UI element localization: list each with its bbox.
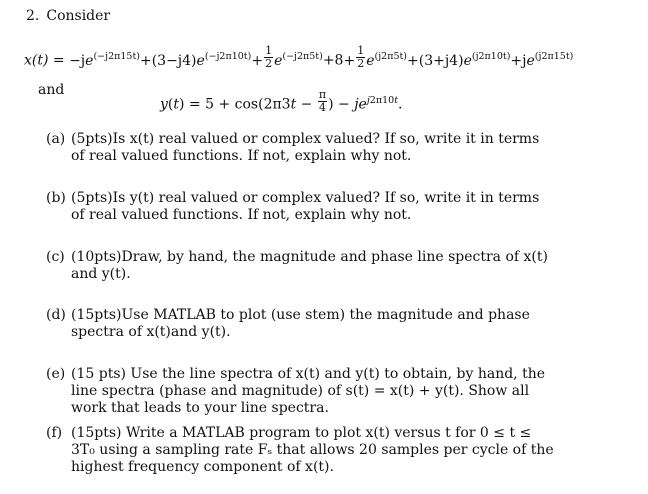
connector-and: and <box>38 82 65 98</box>
problem-number: 2. <box>26 8 40 24</box>
problem-heading <box>26 8 110 24</box>
part-line: (15pts)Use MATLAB to plot (use stem) the magnitude and phase <box>71 307 530 323</box>
term-2: $+(3-j4)e^{(-j2\pi 10t)}$ <box>139 50 252 69</box>
problem-title: Consider <box>46 8 111 24</box>
part-label: (b) <box>46 190 66 206</box>
term-3: + $\frac{1}{2}$ $e^{(-j2\pi 5t)}$ <box>251 44 323 70</box>
part-line: highest frequency component of x(t). <box>71 459 334 475</box>
part-b <box>46 190 616 224</box>
term-7: $+je^{(j2\pi 15t)}$ <box>510 50 574 69</box>
part-line: (15 pts) Use the line spectra of x(t) and y(t) to obtain, by hand, the <box>71 366 545 382</box>
term-5: + $\frac{1}{2}$ $e^{(j2\pi 5t)}$ <box>343 44 408 70</box>
part-line: of real valued functions. If not, explain why not. <box>71 148 412 164</box>
term-6: $+(3+j4)e^{(j2\pi 10t)}$ <box>407 50 511 69</box>
term-1: $-je^{(-j2\pi 15t)}$ <box>69 50 140 69</box>
part-d <box>46 307 616 341</box>
part-line: (5pts)Is x(t) real valued or complex valued? If so, write it in terms <box>71 131 540 147</box>
part-label: (d) <box>46 307 66 323</box>
part-c <box>46 249 616 283</box>
part-a <box>46 131 616 165</box>
part-line: (5pts)Is y(t) real valued or complex valued? If so, write it in terms <box>71 190 540 206</box>
part-line: work that leads to your line spectra. <box>71 400 329 416</box>
part-e <box>46 366 616 417</box>
term-4: +8 <box>322 52 344 69</box>
part-line: (10pts)Draw, by hand, the magnitude and phase line spectra of x(t) <box>71 249 548 265</box>
part-line: of real valued functions. If not, explain why not. <box>71 207 412 223</box>
equation-y: y(t) = 5 + cos(2π3t − $\frac{\pi}{4}$ ) − $je^{j2\pi 10t}$. <box>160 88 403 114</box>
part-line: spectra of x(t)and y(t). <box>71 324 231 340</box>
part-line: line spectra (phase and magnitude) of s(t) = x(t) + y(t). Show all <box>71 383 530 399</box>
part-f <box>46 425 616 476</box>
part-line: and y(t). <box>71 266 131 282</box>
equation-x-line <box>24 44 574 73</box>
equation-x <box>24 36 634 72</box>
part-line: 3T₀ using a sampling rate Fₛ that allows 20 samples per cycle of the <box>71 442 554 458</box>
equation-x-lhs: x(t) = <box>24 52 70 69</box>
part-label: (a) <box>46 131 66 147</box>
part-line: (15pts) Write a MATLAB program to plot x(t) versus t for 0 ≤ t ≤ <box>71 425 532 441</box>
part-label: (f) <box>46 425 63 441</box>
part-label: (c) <box>46 249 65 265</box>
part-label: (e) <box>46 366 66 382</box>
